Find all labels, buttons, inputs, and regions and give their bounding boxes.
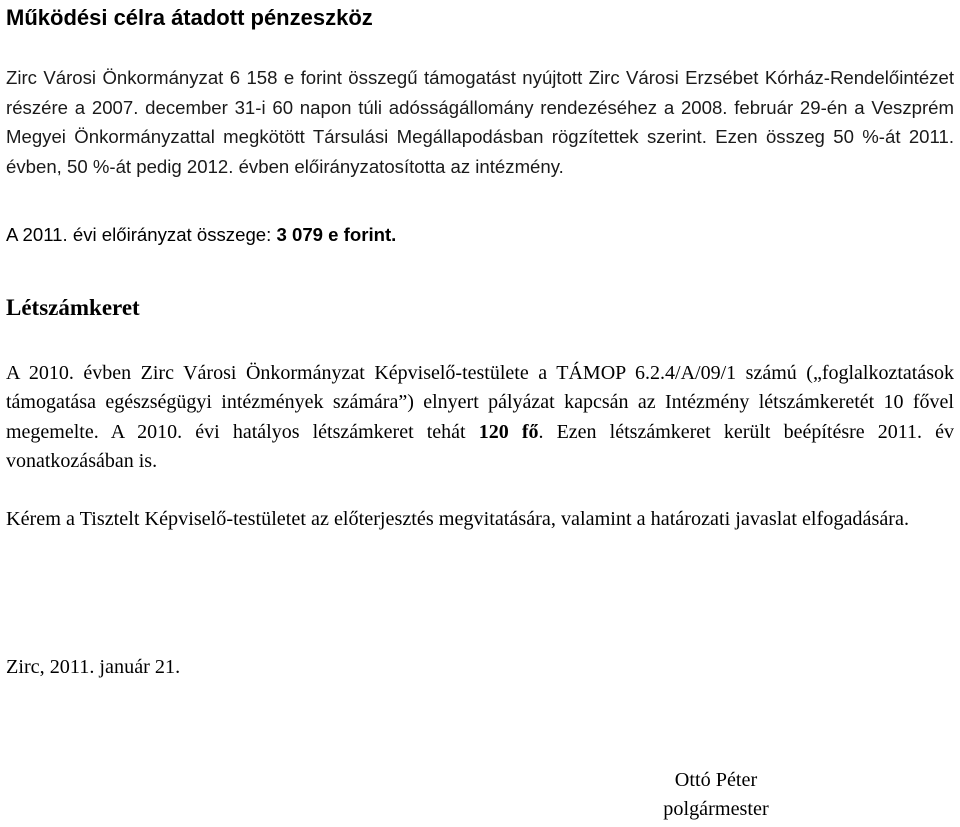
signatory-name: Ottó Péter [674,769,758,791]
paragraph-headcount [6,359,954,477]
appropriation-label: A 2011. évi előirányzat összege: [6,224,277,245]
headcount-text-part1: A 2010. évben Zirc Városi Önkormányzat Képviselő-testülete a TÁMOP 6.2.4/A/09/1 számú („foglalkoztatások támogatása egészségügyi intézmények számára”) elnyert pályázat kapcsán az Intézmény létszámkeretét 10 fővel megemelte. A 2010. évi hatályos létszámkeret tehát [6,362,954,443]
appropriation-amount: 3 079 e forint. [276,224,397,245]
signature-block [646,766,786,824]
section-title-headcount: Létszámkeret [6,295,140,320]
headcount-text-part2: . Ezen létszámkeret került beépítésre 2011. év vonatkozásában is. [6,420,954,473]
paragraph-appropriation [6,220,954,250]
paragraph-support-description: Zirc Városi Önkormányzat 6 158 e forint összegű támogatást nyújtott Zirc Városi Erzsébet Kórház-Rendelőintézet részére a 2007. december 31-i 60 napon túli adósságállomány rendezéséhez a 2008. február 29-én a Veszprém Megyei Önkormányzattal megkötött Társulási Megállapodásban rögzítettek szerint. Ezen összeg 50 %-át 2011. évben, 50 %-át pedig 2012. évben előirányzatosította az intézmény. [6,67,954,177]
paragraph-request: Kérem a Tisztelt Képviselő-testületet az előterjesztés megvitatására, valamint a határozati javaslat elfogadására. [6,508,910,530]
signatory-role: polgármester [663,798,769,820]
section-title-operating-funds: Működési célra átadott pénzeszköz [6,5,373,30]
headcount-value: 120 fő [478,420,539,443]
place-and-date: Zirc, 2011. január 21. [6,656,181,678]
